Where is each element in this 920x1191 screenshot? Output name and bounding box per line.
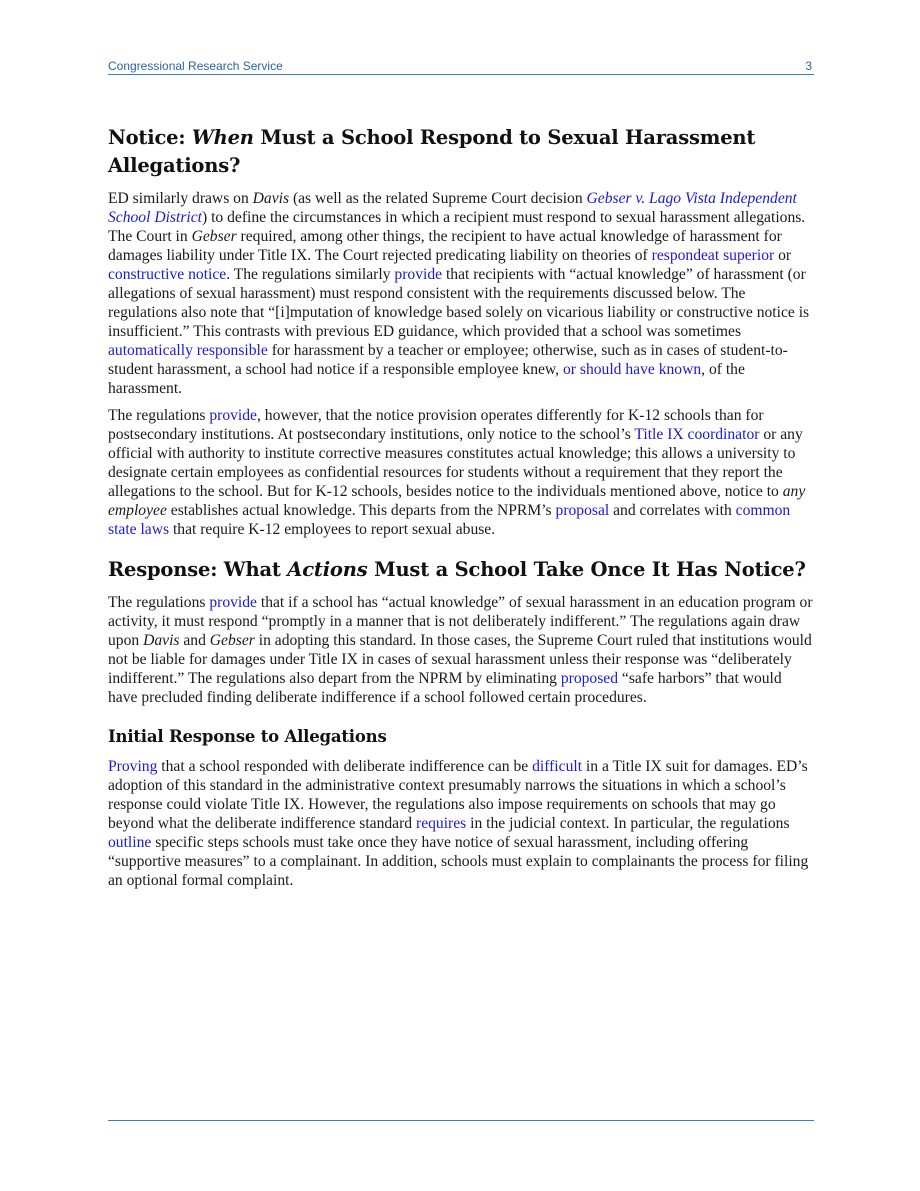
heading-emphasis: When <box>191 126 254 149</box>
text-run: that require K-12 employees to report sexual abuse. <box>169 521 496 538</box>
link-provide[interactable]: provide <box>209 407 257 424</box>
link-proving[interactable]: Proving <box>108 758 158 775</box>
case-name: Gebser <box>191 228 237 245</box>
link-or-should-have-known[interactable]: or should have known <box>562 361 702 378</box>
link-outline[interactable]: outline <box>108 834 152 851</box>
text-run: . The regulations similarly <box>226 266 395 283</box>
link-proposed[interactable]: proposed <box>560 670 619 687</box>
case-name: Davis <box>143 632 180 649</box>
case-name: Davis <box>252 190 290 207</box>
link-title-ix-coordinator[interactable]: Title IX coordinator <box>634 426 760 443</box>
link-provide[interactable]: provide <box>394 266 443 283</box>
header-organization: Congressional Research Service <box>108 59 283 73</box>
link-difficult[interactable]: difficult <box>532 758 583 775</box>
text-run: establishes actual knowledge. This departs from the NPRM’s <box>166 502 556 519</box>
text-run: in a Title IX suit for damages. ED’s adoption of this standard in the administrative context presumably narrows the situations in which a school’s response could violate Title IX. However, the regulations also impose requirements on schools that may go beyond what the deliberate indifference standard <box>108 758 808 832</box>
text-run: for harassment by a teacher or employee; otherwise, such as in cases of student-to-student harassment, a school had notice if a responsible employee knew, <box>108 342 788 378</box>
text-run: that if a school has “actual knowledge” of sexual harassment in an education program or activity, it must respond “promptly in a manner that is not deliberately indifferent.” The regulations again draw upon <box>108 594 813 649</box>
text-run: and correlates with <box>609 502 736 519</box>
section-heading-notice <box>108 124 814 180</box>
heading-text: Must a School Respond to Sexual Harassment Allegations? <box>108 126 756 177</box>
heading-text: Must a School Take Once It Has Notice? <box>367 558 806 581</box>
text-run: ) to define the circumstances in which a recipient must respond to sexual harassment allegations. The Court in <box>108 209 806 245</box>
paragraph-notice-1 <box>108 189 814 398</box>
paragraph-response <box>108 593 814 707</box>
text-run: The regulations <box>108 407 210 424</box>
text-run: The regulations <box>108 594 210 611</box>
text-run: , of the harassment. <box>108 361 745 397</box>
link-respondeat-superior[interactable]: respondeat superior <box>651 247 775 264</box>
link-common-state-laws[interactable]: common state laws <box>108 502 791 538</box>
link-text: Gebser v. Lago Vista Independent School District <box>108 190 797 226</box>
heading-emphasis: Actions <box>287 558 368 581</box>
link-automatically-responsible[interactable]: automatically responsible <box>108 342 268 359</box>
subsection-heading-initial-response: Initial Response to Allegations <box>108 727 387 746</box>
page-number: 3 <box>805 59 812 73</box>
section-heading-response <box>108 556 814 584</box>
link-constructive-notice[interactable]: constructive notice <box>108 266 227 283</box>
main-content <box>108 124 814 890</box>
text-run: or any official with authority to institute corrective measures constitutes actual knowledge; this allows a university to designate certain employees as confidential resources for students without a requirement that they report the allegations to the school. But for K-12 schools, besides notice to the individuals mentioned above, notice to <box>108 426 803 500</box>
text-run: or <box>774 247 792 264</box>
text-run: that recipients with “actual knowledge” of harassment (or allegations of sexual harassment) must respond consistent with the requirements discussed below. The regulations also note that “[i]mputation of knowledge based solely on vicarious liability or constructive notice is insufficient.” This contrasts with previous ED guidance, which provided that a school was sometimes <box>108 266 810 340</box>
text-run: in adopting this standard. In those cases, the Supreme Court ruled that institutions would not be liable for damages under Title IX in cases of sexual harassment unless their response was “deliberately indifferent.” The regulations also depart from the NPRM by eliminating <box>108 632 812 687</box>
heading-text: Notice: <box>108 126 192 149</box>
text-run: specific steps schools must take once they have notice of sexual harassment, including offering “supportive measures” to a complainant. In addition, schools must explain to complainants the process for filing an optional formal complaint. <box>108 834 809 889</box>
paragraph-notice-2 <box>108 406 814 539</box>
text-run: required, among other things, the recipient to have actual knowledge of harassment for damages liability under Title IX. The Court rejected predicating liability on theories of <box>108 228 782 264</box>
link-proposal[interactable]: proposal <box>555 502 610 519</box>
link-provide[interactable]: provide <box>209 594 257 611</box>
text-run: and <box>179 632 210 649</box>
text-run: , however, that the notice provision operates differently for K-12 schools than for postsecondary institutions. At postsecondary institutions, only notice to the school’s <box>108 407 764 443</box>
footer-rule <box>108 1120 814 1121</box>
link-requires[interactable]: requires <box>416 815 467 832</box>
heading-text: Response: What <box>108 558 288 581</box>
text-run: ED similarly draws on <box>108 190 253 207</box>
paragraph-initial-response <box>108 757 814 890</box>
text-run: that a school responded with deliberate indifference can be <box>157 758 533 775</box>
emphasis: any employee <box>108 483 806 519</box>
running-header <box>108 56 814 75</box>
text-run: in the judicial context. In particular, the regulations <box>466 815 790 832</box>
case-name: Gebser <box>209 632 255 649</box>
text-run: (as well as the related Supreme Court decision <box>289 190 587 207</box>
text-run: “safe harbors” that would have precluded finding deliberate indifference if a school followed certain procedures. <box>108 670 782 706</box>
